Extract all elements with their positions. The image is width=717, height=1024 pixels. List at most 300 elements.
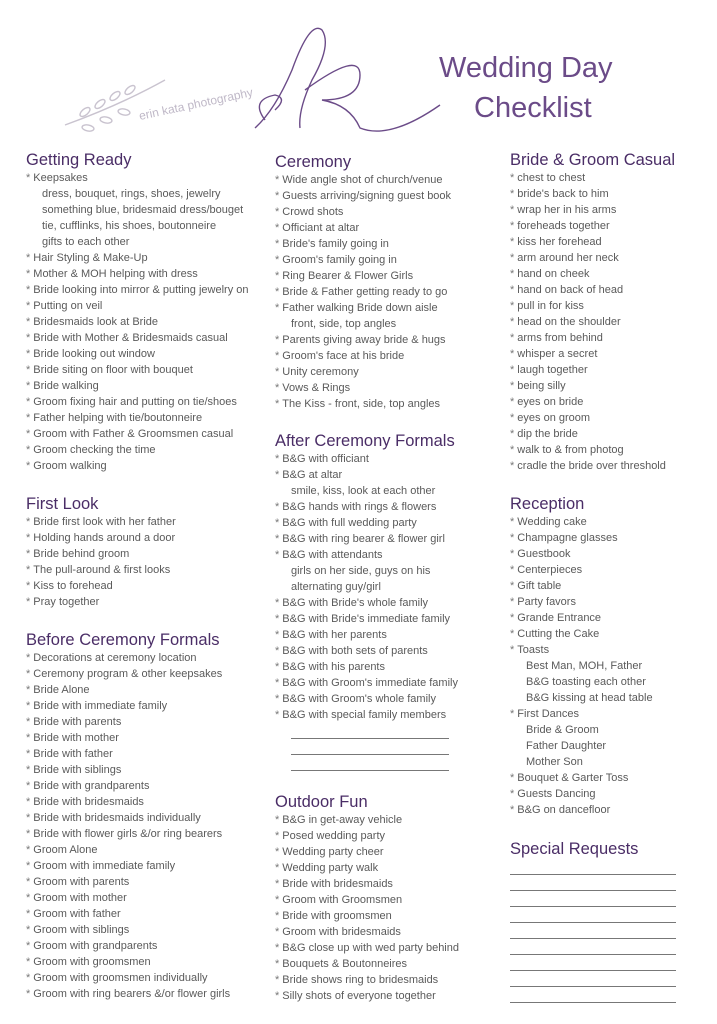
checklist-item bbox=[26, 394, 249, 410]
checklist-item-text: Bride with siblings bbox=[33, 764, 122, 776]
checklist-item bbox=[26, 514, 176, 530]
bullet-icon: * bbox=[26, 412, 31, 424]
bullet-icon: * bbox=[275, 254, 280, 266]
bullet-icon: * bbox=[510, 628, 515, 640]
checklist-item-text: arms from behind bbox=[517, 332, 603, 344]
bullet-icon: * bbox=[510, 300, 515, 312]
checklist-item-text: Groom walking bbox=[33, 460, 107, 472]
checklist-item bbox=[510, 442, 675, 458]
write-in-line[interactable] bbox=[510, 1002, 676, 1003]
checklist-item bbox=[510, 282, 675, 298]
checklist-item-text: Wedding party walk bbox=[282, 862, 379, 874]
bullet-icon: * bbox=[510, 316, 515, 328]
checklist-subitem bbox=[275, 483, 458, 499]
bullet-icon: * bbox=[26, 284, 31, 296]
checklist-item-text: Bride with grandparents bbox=[33, 780, 150, 792]
write-in-line[interactable] bbox=[510, 954, 676, 955]
section-ceremony bbox=[275, 152, 451, 412]
checklist-item bbox=[275, 348, 451, 364]
write-in-line[interactable] bbox=[510, 890, 676, 891]
checklist-item bbox=[275, 876, 459, 892]
checklist-item bbox=[510, 514, 653, 530]
bullet-icon: * bbox=[275, 990, 280, 1002]
checklist-item-text: Wedding cake bbox=[517, 516, 587, 528]
checklist-item bbox=[275, 531, 458, 547]
write-in-line[interactable] bbox=[291, 754, 449, 755]
blank-lines bbox=[510, 874, 676, 1003]
bullet-icon: * bbox=[510, 284, 515, 296]
checklist-item bbox=[275, 812, 459, 828]
checklist-item bbox=[26, 346, 249, 362]
checklist-item bbox=[275, 595, 458, 611]
bullet-icon: * bbox=[26, 428, 31, 440]
checklist-item bbox=[26, 858, 230, 874]
checklist-item-text: Cutting the Cake bbox=[517, 628, 600, 640]
bullet-icon: * bbox=[510, 772, 515, 784]
checklist-item-text: Groom with father bbox=[33, 908, 121, 920]
checklist-item-text: Bride with bridesmaids individually bbox=[33, 812, 201, 824]
bullet-icon: * bbox=[26, 444, 31, 456]
checklist-item-text: Groom's family going in bbox=[282, 254, 397, 266]
bullet-icon: * bbox=[275, 830, 280, 842]
bullet-icon: * bbox=[275, 366, 280, 378]
checklist-subitem bbox=[26, 186, 249, 202]
checklist-item-text: Bride walking bbox=[33, 380, 99, 392]
checklist-item bbox=[275, 188, 451, 204]
section-getting-ready bbox=[26, 150, 249, 474]
bullet-icon: * bbox=[275, 517, 280, 529]
checklist-item bbox=[26, 282, 249, 298]
bullet-icon: * bbox=[26, 348, 31, 360]
checklist-item bbox=[275, 956, 459, 972]
checklist bbox=[26, 514, 176, 610]
checklist-item bbox=[510, 410, 675, 426]
checklist-item-text: Hair Styling & Make-Up bbox=[33, 252, 148, 264]
checklist-item bbox=[275, 380, 451, 396]
checklist-item bbox=[275, 268, 451, 284]
checklist-item-text: Bride shows ring to bridesmaids bbox=[282, 974, 439, 986]
checklist-item bbox=[510, 186, 675, 202]
bullet-icon: * bbox=[275, 974, 280, 986]
checklist-item bbox=[275, 924, 459, 940]
checklist-subitem bbox=[26, 234, 249, 250]
checklist-item-text: First Dances bbox=[517, 708, 580, 720]
checklist-item bbox=[26, 906, 230, 922]
bullet-icon: * bbox=[275, 693, 280, 705]
checklist-item-text: Groom with groomsmen individually bbox=[33, 972, 208, 984]
checklist-item bbox=[275, 828, 459, 844]
checklist-item bbox=[275, 860, 459, 876]
checklist-item-text: Groom with grandparents bbox=[33, 940, 158, 952]
checklist-item-text: Bride with Mother & Bridesmaids casual bbox=[33, 332, 228, 344]
checklist-item bbox=[275, 908, 459, 924]
bullet-icon: * bbox=[26, 332, 31, 344]
checklist-item-text: arm around her neck bbox=[517, 252, 619, 264]
checklist-item bbox=[275, 204, 451, 220]
checklist-item-text: hand on back of head bbox=[517, 284, 624, 296]
bullet-icon: * bbox=[26, 716, 31, 728]
checklist bbox=[26, 650, 230, 1002]
checklist-item bbox=[275, 988, 459, 1004]
checklist-item-text: being silly bbox=[517, 380, 566, 392]
checklist-item-text: Pray together bbox=[33, 596, 100, 608]
checklist bbox=[275, 451, 458, 723]
bullet-icon: * bbox=[510, 220, 515, 232]
checklist-item-text: bride's back to him bbox=[517, 188, 609, 200]
section-title: Before Ceremony Formals bbox=[26, 631, 220, 649]
write-in-line[interactable] bbox=[291, 770, 449, 771]
checklist-item bbox=[275, 611, 458, 627]
checklist-item-text: Vows & Rings bbox=[282, 382, 351, 394]
checklist-subitem bbox=[510, 722, 653, 738]
checklist-item-text: Champagne glasses bbox=[517, 532, 618, 544]
checklist-item-text: hand on cheek bbox=[517, 268, 590, 280]
checklist-item-text: Groom fixing hair and putting on tie/shoes bbox=[33, 396, 237, 408]
bullet-icon: * bbox=[510, 332, 515, 344]
checklist-item-text: laugh together bbox=[517, 364, 588, 376]
bullet-icon: * bbox=[510, 364, 515, 376]
bullet-icon: * bbox=[510, 580, 515, 592]
bullet-icon: * bbox=[26, 844, 31, 856]
checklist-item-text: Bride looking out window bbox=[33, 348, 155, 360]
checklist-item bbox=[510, 642, 653, 658]
write-in-line[interactable] bbox=[510, 938, 676, 939]
bullet-icon: * bbox=[275, 469, 280, 481]
checklist-item-text: Groom with immediate family bbox=[33, 860, 176, 872]
checklist-item-text: Holding hands around a door bbox=[33, 532, 176, 544]
checklist-item-text: B&G with attendants bbox=[282, 549, 383, 561]
checklist bbox=[275, 812, 459, 1004]
bullet-icon: * bbox=[275, 382, 280, 394]
checklist-item bbox=[510, 802, 653, 818]
checklist-item-text: Bride & Groom bbox=[526, 724, 599, 736]
checklist-item bbox=[510, 218, 675, 234]
checklist-item bbox=[26, 530, 176, 546]
bullet-icon: * bbox=[26, 652, 31, 664]
checklist-item-text: Bride with mother bbox=[33, 732, 119, 744]
checklist-item-text: Decorations at ceremony location bbox=[33, 652, 197, 664]
logo bbox=[60, 10, 460, 140]
checklist-item bbox=[26, 874, 230, 890]
bullet-icon: * bbox=[26, 380, 31, 392]
checklist-item bbox=[510, 250, 675, 266]
bullet-icon: * bbox=[275, 958, 280, 970]
checklist-subitem bbox=[510, 658, 653, 674]
checklist-item bbox=[510, 562, 653, 578]
checklist-item bbox=[275, 940, 459, 956]
bullet-icon: * bbox=[510, 188, 515, 200]
bullet-icon: * bbox=[510, 532, 515, 544]
checklist-item-text: Groom with ring bearers &/or flower girls bbox=[33, 988, 231, 1000]
bullet-icon: * bbox=[26, 972, 31, 984]
checklist-subitem bbox=[510, 674, 653, 690]
checklist-item bbox=[275, 467, 458, 483]
checklist-item-text: dress, bouquet, rings, shoes, jewelry bbox=[42, 188, 221, 200]
checklist-item-text: Groom with Groomsmen bbox=[282, 894, 403, 906]
checklist-item-text: walk to & from photog bbox=[517, 444, 624, 456]
checklist-item bbox=[275, 332, 451, 348]
checklist-item-text: Gift table bbox=[517, 580, 562, 592]
checklist-item bbox=[510, 170, 675, 186]
checklist-item bbox=[510, 594, 653, 610]
bullet-icon: * bbox=[275, 629, 280, 641]
checklist-item bbox=[26, 778, 230, 794]
checklist-item-text: Bouquet & Garter Toss bbox=[517, 772, 629, 784]
bullet-icon: * bbox=[275, 206, 280, 218]
checklist-item-text: kiss her forehead bbox=[517, 236, 602, 248]
checklist-item bbox=[510, 610, 653, 626]
checklist-item-text: B&G kissing at head table bbox=[526, 692, 653, 704]
checklist-item-text: Keepsakes bbox=[33, 172, 88, 184]
checklist-item bbox=[510, 362, 675, 378]
bullet-icon: * bbox=[275, 286, 280, 298]
section-title: Ceremony bbox=[275, 153, 352, 171]
write-in-line[interactable] bbox=[510, 986, 676, 987]
bullet-icon: * bbox=[26, 956, 31, 968]
checklist-item bbox=[510, 202, 675, 218]
checklist-item-text: wrap her in his arms bbox=[517, 204, 617, 216]
checklist-item bbox=[26, 842, 230, 858]
bullet-icon: * bbox=[26, 876, 31, 888]
bullet-icon: * bbox=[510, 548, 515, 560]
bullet-icon: * bbox=[275, 190, 280, 202]
page-title-line-2: Checklist bbox=[474, 92, 592, 124]
checklist-item-text: Silly shots of everyone together bbox=[282, 990, 436, 1002]
bullet-icon: * bbox=[275, 597, 280, 609]
checklist-item bbox=[26, 170, 249, 186]
checklist-item bbox=[26, 266, 249, 282]
bullet-icon: * bbox=[26, 812, 31, 824]
bullet-icon: * bbox=[26, 396, 31, 408]
checklist-item-text: B&G with both sets of parents bbox=[282, 645, 428, 657]
checklist-item-text: Groom with Father & Groomsmen casual bbox=[33, 428, 234, 440]
bullet-icon: * bbox=[26, 364, 31, 376]
bullet-icon: * bbox=[26, 700, 31, 712]
bullet-icon: * bbox=[275, 222, 280, 234]
checklist-item bbox=[26, 794, 230, 810]
section-bride-groom-casual bbox=[510, 150, 675, 474]
checklist-item-text: pull in for kiss bbox=[517, 300, 584, 312]
bullet-icon: * bbox=[275, 910, 280, 922]
bullet-icon: * bbox=[510, 236, 515, 248]
write-in-line[interactable] bbox=[510, 906, 676, 907]
bullet-icon: * bbox=[510, 412, 515, 424]
checklist-item-text: B&G with Bride's immediate family bbox=[282, 613, 451, 625]
checklist-item bbox=[510, 458, 675, 474]
write-in-line[interactable] bbox=[510, 922, 676, 923]
checklist-item bbox=[275, 236, 451, 252]
checklist-item bbox=[26, 362, 249, 378]
checklist-item bbox=[510, 234, 675, 250]
checklist-item-text: Officiant at altar bbox=[282, 222, 360, 234]
write-in-line[interactable] bbox=[510, 970, 676, 971]
checklist-item bbox=[275, 300, 451, 316]
checklist-subitem bbox=[275, 563, 458, 579]
bullet-icon: * bbox=[510, 396, 515, 408]
checklist-item-text: Unity ceremony bbox=[282, 366, 359, 378]
bullet-icon: * bbox=[26, 892, 31, 904]
bullet-icon: * bbox=[26, 596, 31, 608]
checklist-item-text: Groom with bridesmaids bbox=[282, 926, 401, 938]
checklist-item-text: Father Daughter bbox=[526, 740, 607, 752]
checklist-item-text: Guests arriving/signing guest book bbox=[282, 190, 452, 202]
write-in-line[interactable] bbox=[291, 738, 449, 739]
checklist-item-text: B&G on dancefloor bbox=[517, 804, 611, 816]
checklist-item-text: smile, kiss, look at each other bbox=[291, 485, 436, 497]
bullet-icon: * bbox=[510, 644, 515, 656]
bullet-icon: * bbox=[26, 268, 31, 280]
checklist-item-text: Guests Dancing bbox=[517, 788, 596, 800]
checklist-item bbox=[26, 890, 230, 906]
write-in-line[interactable] bbox=[510, 874, 676, 875]
section-title: Bride & Groom Casual bbox=[510, 151, 676, 169]
checklist-item-text: Groom Alone bbox=[33, 844, 98, 856]
checklist-item bbox=[275, 892, 459, 908]
bullet-icon: * bbox=[510, 348, 515, 360]
checklist-item-text: Party favors bbox=[517, 596, 576, 608]
bullet-icon: * bbox=[26, 780, 31, 792]
checklist-item bbox=[26, 562, 176, 578]
bullet-icon: * bbox=[275, 846, 280, 858]
bullet-icon: * bbox=[510, 788, 515, 800]
checklist-item bbox=[26, 666, 230, 682]
checklist-item bbox=[275, 451, 458, 467]
checklist-item bbox=[26, 698, 230, 714]
checklist-item-text: eyes on groom bbox=[517, 412, 591, 424]
blank-lines bbox=[291, 738, 449, 771]
checklist-item bbox=[26, 826, 230, 842]
checklist-item-text: B&G with Bride's whole family bbox=[282, 597, 429, 609]
checklist-item bbox=[26, 938, 230, 954]
checklist-item-text: The pull-around & first looks bbox=[33, 564, 171, 576]
bullet-icon: * bbox=[26, 828, 31, 840]
checklist-item bbox=[510, 706, 653, 722]
bullet-icon: * bbox=[510, 428, 515, 440]
bullet-icon: * bbox=[510, 708, 515, 720]
bullet-icon: * bbox=[275, 238, 280, 250]
checklist bbox=[26, 170, 249, 474]
checklist-item bbox=[26, 458, 249, 474]
checklist-item-text: Groom with groomsmen bbox=[33, 956, 151, 968]
checklist-item-text: Bride behind groom bbox=[33, 548, 130, 560]
checklist-item bbox=[510, 786, 653, 802]
checklist-item bbox=[26, 442, 249, 458]
checklist-item-text: B&G with Groom's immediate family bbox=[282, 677, 458, 689]
checklist-subitem bbox=[510, 754, 653, 770]
checklist-item-text: Bride's family going in bbox=[282, 238, 389, 250]
checklist-item bbox=[275, 675, 458, 691]
bullet-icon: * bbox=[510, 444, 515, 456]
checklist-item-text: front, side, top angles bbox=[291, 318, 397, 330]
checklist-item bbox=[510, 394, 675, 410]
checklist-item bbox=[26, 810, 230, 826]
checklist-item-text: Guestbook bbox=[517, 548, 571, 560]
checklist-item-text: Parents giving away bride & hugs bbox=[282, 334, 446, 346]
checklist-item-text: whisper a secret bbox=[517, 348, 598, 360]
checklist-item bbox=[275, 659, 458, 675]
bullet-icon: * bbox=[510, 596, 515, 608]
bullet-icon: * bbox=[26, 924, 31, 936]
checklist-item bbox=[26, 762, 230, 778]
bullet-icon: * bbox=[26, 764, 31, 776]
checklist-subitem bbox=[26, 202, 249, 218]
checklist-item bbox=[275, 172, 451, 188]
checklist-item-text: tie, cufflinks, his shoes, boutonneire bbox=[42, 220, 217, 232]
checklist-item-text: Mother Son bbox=[526, 756, 583, 768]
checklist-subitem bbox=[510, 690, 653, 706]
bullet-icon: * bbox=[26, 796, 31, 808]
checklist-subitem bbox=[26, 218, 249, 234]
bullet-icon: * bbox=[275, 334, 280, 346]
checklist bbox=[275, 172, 451, 412]
checklist-item-text: gifts to each other bbox=[42, 236, 130, 248]
section-after-ceremony-formals bbox=[275, 431, 458, 771]
checklist-item bbox=[26, 682, 230, 698]
checklist-item-text: dip the bride bbox=[517, 428, 578, 440]
section-title: Special Requests bbox=[510, 840, 639, 858]
checklist-item bbox=[26, 954, 230, 970]
checklist-item-text: B&G at altar bbox=[282, 469, 343, 481]
checklist-item-text: chest to chest bbox=[517, 172, 586, 184]
checklist-item-text: alternating guy/girl bbox=[291, 581, 381, 593]
checklist-item bbox=[510, 426, 675, 442]
checklist-item bbox=[26, 986, 230, 1002]
checklist-item-text: Bride with immediate family bbox=[33, 700, 168, 712]
checklist-item-text: Grande Entrance bbox=[517, 612, 602, 624]
checklist-item bbox=[275, 499, 458, 515]
checklist-item-text: B&G with ring bearer & flower girl bbox=[282, 533, 445, 545]
checklist-item bbox=[275, 972, 459, 988]
bullet-icon: * bbox=[275, 533, 280, 545]
checklist-item bbox=[510, 578, 653, 594]
checklist-item bbox=[26, 546, 176, 562]
checklist-item-text: Bride with bridesmaids bbox=[33, 796, 144, 808]
checklist-item bbox=[26, 330, 249, 346]
checklist-item-text: eyes on bride bbox=[517, 396, 584, 408]
bullet-icon: * bbox=[26, 732, 31, 744]
bullet-icon: * bbox=[26, 532, 31, 544]
checklist-item bbox=[510, 378, 675, 394]
checklist-item-text: Father walking Bride down aisle bbox=[282, 302, 438, 314]
bullet-icon: * bbox=[26, 668, 31, 680]
checklist-item-text: Bride with parents bbox=[33, 716, 122, 728]
bullet-icon: * bbox=[26, 908, 31, 920]
checklist-item bbox=[275, 627, 458, 643]
checklist-item-text: Mother & MOH helping with dress bbox=[33, 268, 198, 280]
bullet-icon: * bbox=[275, 270, 280, 282]
checklist-item bbox=[26, 594, 176, 610]
checklist-item bbox=[26, 714, 230, 730]
bullet-icon: * bbox=[510, 380, 515, 392]
checklist-item bbox=[275, 691, 458, 707]
checklist-item-text: B&G toasting each other bbox=[526, 676, 646, 688]
bullet-icon: * bbox=[275, 814, 280, 826]
bullet-icon: * bbox=[275, 350, 280, 362]
checklist bbox=[510, 170, 675, 474]
bullet-icon: * bbox=[510, 516, 515, 528]
checklist-item bbox=[510, 298, 675, 314]
bullet-icon: * bbox=[275, 709, 280, 721]
checklist-item-text: B&G with her parents bbox=[282, 629, 387, 641]
checklist-item-text: Father helping with tie/boutonneire bbox=[33, 412, 203, 424]
page-title-line-1: Wedding Day bbox=[439, 52, 613, 84]
checklist-item bbox=[26, 410, 249, 426]
bullet-icon: * bbox=[26, 316, 31, 328]
checklist-item bbox=[26, 970, 230, 986]
checklist-item-text: Posed wedding party bbox=[282, 830, 386, 842]
checklist-item bbox=[510, 346, 675, 362]
bullet-icon: * bbox=[275, 174, 280, 186]
